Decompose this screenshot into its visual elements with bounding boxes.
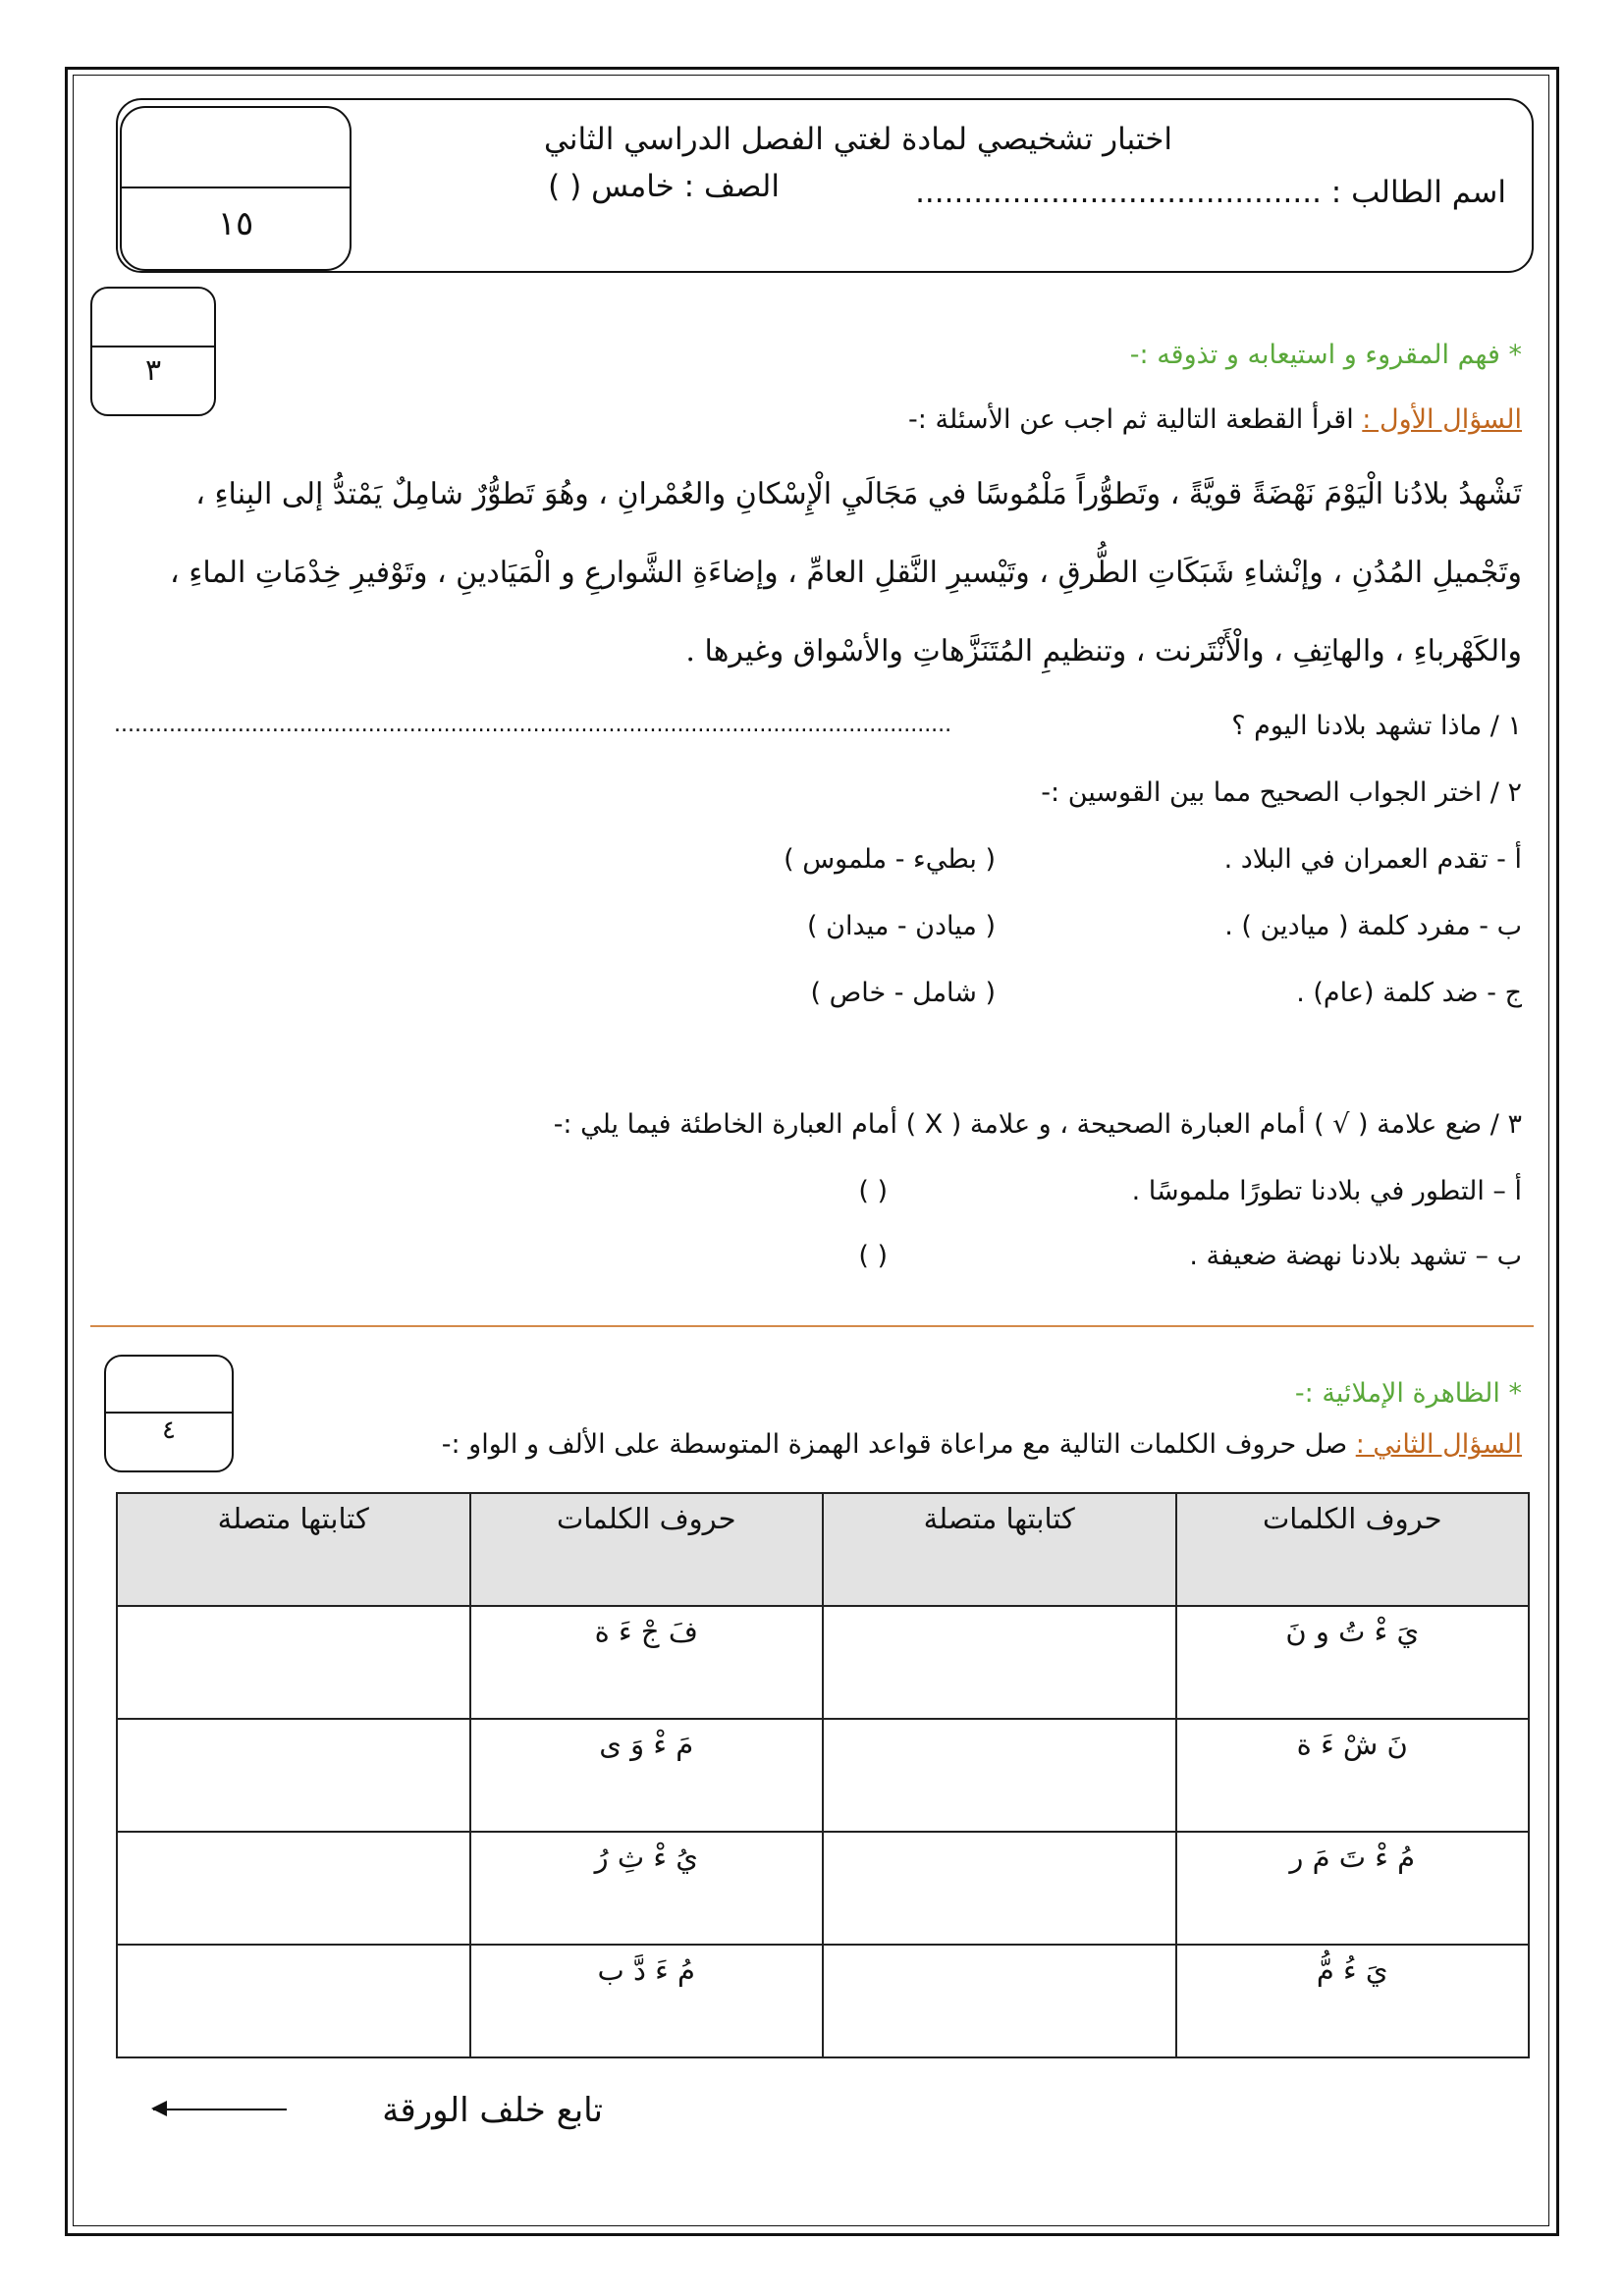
answer-cell[interactable]	[823, 1945, 1176, 2057]
table-row	[117, 1606, 1529, 1719]
section1-score-box	[90, 287, 216, 416]
q2-item-c: ج - ضد كلمة (عام) .	[1296, 978, 1522, 1008]
q1-answer-line[interactable]: ..........................................................................................................................	[114, 713, 952, 737]
q3-item-b-blank[interactable]: ( )	[858, 1241, 888, 1271]
table-header-cell: حروف الكلمات	[1176, 1493, 1530, 1606]
question2-label: السؤال الثاني :	[1355, 1429, 1522, 1460]
table-header-cell: كتابتها متصلة	[823, 1493, 1176, 1606]
total-score-box	[120, 106, 352, 271]
letters-cell: مَ ءْ وَ ى	[470, 1719, 824, 1832]
letters-cell: مُ ءَ دَّ ب	[470, 1945, 824, 2057]
passage-line-2: وتَجْميلِ المُدُنِ ، وإنْشاءِ شَبَكَاتِ الطُّرقِ ، وتَيْسيرِ النَّقلِ العامِّ ، وإضاءَةِ الشَّوارعِ و الْمَيَادينِ ، وتَوْفيرِ خِدْمَاتِ الماءِ ،	[170, 556, 1522, 590]
table-header-row	[117, 1493, 1529, 1606]
q2-item-a: أ - تقدم العمران في البلاد .	[1223, 844, 1522, 875]
answer-cell[interactable]	[823, 1719, 1176, 1832]
letters-cell: يَ ءُ مُّ	[1176, 1945, 1530, 2057]
passage-line-3: والكَهْرباءِ ، والهاتِفِ ، والْأَنْتَرنت ، وتنظيمِ المُتَنَزَّهاتِ والأسْواق وغيرها .	[685, 634, 1522, 668]
exam-title: اختبار تشخيصي لمادة لغتي الفصل الدراسي الثاني	[544, 122, 1172, 157]
continue-text: تابع خلف الورقة	[382, 2091, 603, 2130]
section-divider	[90, 1325, 1534, 1327]
table-row	[117, 1719, 1529, 1832]
letters-cell: مُ ءْ تَ مَ ر	[1176, 1832, 1530, 1945]
arrow-left-icon	[153, 2109, 287, 2110]
table-row	[117, 1945, 1529, 2057]
section1-heading: * فهم المقروء و استيعابه و تذوقه :-	[1129, 340, 1522, 370]
q1-text: ١ / ماذا تشهد بلادنا اليوم ؟	[1231, 711, 1522, 741]
class-field[interactable]: الصف : خامس ( )	[548, 169, 780, 204]
answer-cell[interactable]	[823, 1832, 1176, 1945]
q3-item-a-blank[interactable]: ( )	[858, 1176, 888, 1206]
table-header-cell: حروف الكلمات	[470, 1493, 824, 1606]
table-header-cell: كتابتها متصلة	[117, 1493, 470, 1606]
q2-text: ٢ / اختر الجواب الصحيح مما بين القوسين :-	[1041, 777, 1522, 808]
q3-text: ٣ / ضع علامة ( √ ) أمام العبارة الصحيحة ، و علامة ( X ) أمام العبارة الخاطئة فيما يلي :-	[553, 1109, 1522, 1140]
question1-instruction: اقرأ القطعة التالية ثم اجب عن الأسئلة :-	[908, 404, 1354, 435]
section2-score-box	[104, 1355, 234, 1472]
table-row	[117, 1832, 1529, 1945]
question1-line	[908, 404, 1522, 435]
q2-item-a-options[interactable]: ( بطيء - ملموس )	[784, 844, 996, 875]
total-score: ١٥	[217, 204, 254, 243]
q3-item-b: ب – تشهد بلادنا نهضة ضعيفة .	[1189, 1241, 1522, 1271]
letters-cell: يُ ءْ ثِ رُ	[470, 1832, 824, 1945]
section2-heading: * الظاهرة الإملائية :-	[1294, 1378, 1522, 1409]
q2-item-c-options[interactable]: ( شامل - خاص )	[810, 978, 996, 1008]
answer-cell[interactable]	[823, 1606, 1176, 1719]
question2-instruction: صل حروف الكلمات التالية مع مراعاة قواعد الهمزة المتوسطة على الألف و الواو :-	[441, 1429, 1348, 1460]
letters-cell: فَ جْ ءَ ة	[470, 1606, 824, 1719]
q3-item-a: أ – التطور في بلادنا تطورًا ملموسًا .	[1131, 1176, 1522, 1206]
letters-cell: نَ شْ ءَ ة	[1176, 1719, 1530, 1832]
student-name-field[interactable]: اسم الطالب : ..........................................	[915, 175, 1506, 210]
answer-cell[interactable]	[117, 1606, 470, 1719]
answer-cell[interactable]	[117, 1832, 470, 1945]
section1-score: ٣	[144, 353, 162, 388]
letters-cell: يَ ءْ تُ و نَ	[1176, 1606, 1530, 1719]
q2-item-b: ب - مفرد كلمة ( ميادين ) .	[1224, 911, 1522, 941]
passage-line-1: تَشْهدُ بلادُنا الْيَوْمَ نَهْضَةً قويَّةً ، وتَطوُّراً مَلْمُوسًا في مَجَالَيِ الْإِسْكانِ والعُمْرانِ ، وهُوَ تَطوُّرٌ شامِلٌ يَمْتدُّ إلى البِناءِ ،	[195, 477, 1522, 511]
question1-label: السؤال الأول :	[1362, 404, 1522, 435]
q2-item-b-options[interactable]: ( ميادن - ميدان )	[807, 911, 996, 941]
answer-cell[interactable]	[117, 1719, 470, 1832]
spelling-table	[116, 1492, 1530, 2058]
answer-cell[interactable]	[117, 1945, 470, 2057]
question2-line	[442, 1429, 1522, 1460]
section2-score: ٤	[162, 1415, 176, 1445]
